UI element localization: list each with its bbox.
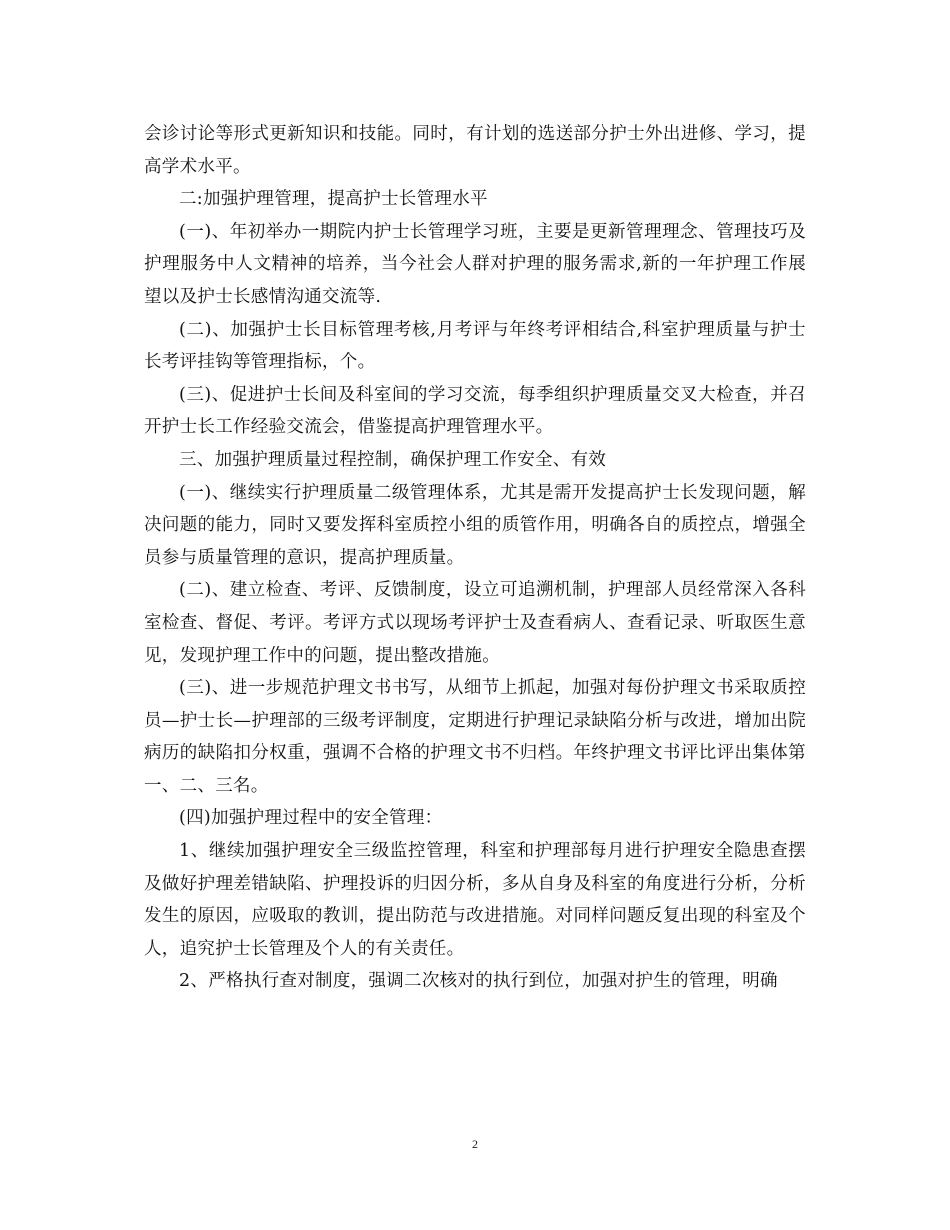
subsection-heading-3-4: (四)加强护理过程中的安全管理：	[179, 808, 443, 829]
paragraph-3-2: (二)、建立检查、考评、反馈制度，设立可追溯机制，护理部人员经常深入各科室检查、督促、考评。考评方式以现场考评护士及查看病人、查看记录、听取医生意见，发现护理工作中的问题，提出整改措施。	[144, 580, 806, 666]
section-heading-3: 三、加强护理质量过程控制，确保护理工作安全、有效	[179, 449, 607, 470]
paragraph-2-1: (一)、年初举办一期院内护士长管理学习班，主要是更新管理理念、管理技巧及护理服务中人文精神的培养，当今社会人群对护理的服务需求,新的一年护理工作展望以及护士长感情沟通交流等.	[144, 221, 806, 307]
list-item-2: 2、严格执行查对制度，强调二次核对的执行到位，加强对护生的管理，明确	[179, 971, 778, 992]
list-item-1: 1、继续加强护理安全三级监控管理，科室和护理部每月进行护理安全隐患查摆及做好护理差错缺陷、护理投诉的归因分析，多从自身及科室的角度进行分析，分析发生的原因，应吸取的教训，提出防范与改进措施。对同样问题反复出现的科室及个人，追究护士长管理及个人的有关责任。	[144, 841, 806, 959]
document-body	[144, 118, 806, 998]
paragraph-continuation: 会诊讨论等形式更新知识和技能。同时，有计划的选送部分护士外出进修、学习，提高学术水平。	[144, 124, 806, 177]
paragraph-2-3: (三)、促进护士长间及科室间的学习交流，每季组织护理质量交叉大检查，并召开护士长工作经验交流会，借鉴提高护理管理水平。	[144, 384, 806, 438]
paragraph-2-2: (二)、加强护士长目标管理考核,月考评与年终考评相结合,科室护理质量与护士长考评挂钩等管理指标，个。	[144, 319, 806, 373]
paragraph-3-3: (三)、进一步规范护理文书书写，从细节上抓起，加强对每份护理文书采取质控员—护士长—护理部的三级考评制度，定期进行护理记录缺陷分析与改进，增加出院病历的缺陷扣分权重，强调不合格的护理文书不归档。年终护理文书评比评出集体第一、二、三名。	[144, 678, 806, 796]
section-heading-2: 二:加强护理管理，提高护士长管理水平	[179, 189, 488, 210]
page-number: 2	[472, 1137, 478, 1151]
paragraph-3-1: (一)、继续实行护理质量二级管理体系，尤其是需开发提高护士长发现问题，解决问题的能力，同时又要发挥科室质控小组的质管作用，明确各自的质控点，增强全员参与质量管理的意识，提高护理质量。	[144, 482, 806, 568]
